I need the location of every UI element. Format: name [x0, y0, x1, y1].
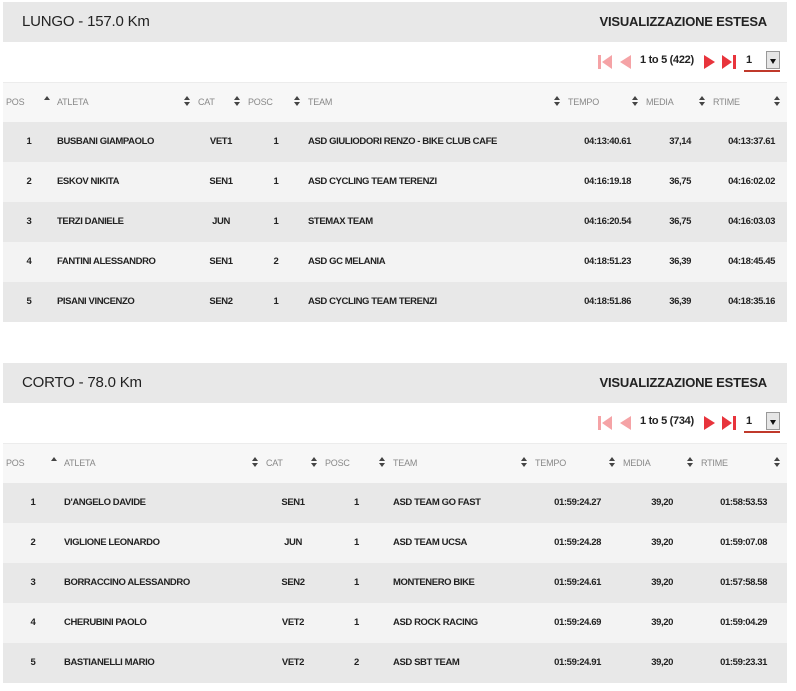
- prev-page-icon[interactable]: [617, 415, 633, 431]
- pager-info: 1 to 5 (422): [640, 54, 694, 66]
- table-row[interactable]: [3, 122, 787, 162]
- sort-icon[interactable]: [699, 95, 705, 107]
- cell-media: 36,75: [669, 176, 691, 187]
- table-row[interactable]: [3, 523, 787, 563]
- pager: [3, 42, 787, 82]
- sort-icon[interactable]: [632, 95, 638, 107]
- cell-media: 39,20: [651, 497, 673, 508]
- cell-media: 39,20: [651, 657, 673, 668]
- cell-tempo: 04:18:51.23: [584, 256, 631, 267]
- cell-cat: VET2: [281, 617, 305, 628]
- sort-icon[interactable]: [521, 456, 527, 468]
- table-row[interactable]: [3, 563, 787, 603]
- col-pos[interactable]: POS: [6, 458, 25, 468]
- cell-pos: 3: [26, 216, 32, 227]
- cell-team: STEMAX TEAM: [308, 216, 373, 227]
- results-panel-corto: [3, 363, 787, 683]
- cell-team: ASD TEAM GO FAST: [393, 497, 481, 508]
- cell-pos: 5: [26, 296, 32, 307]
- cell-tempo: 01:59:24.61: [554, 577, 601, 588]
- cell-media: 36,39: [669, 296, 691, 307]
- cell-posc: 2: [354, 657, 359, 668]
- page-select-value: 1: [746, 415, 753, 427]
- cell-cat: VET2: [281, 657, 305, 668]
- cell-atleta: TERZI DANIELE: [57, 216, 124, 227]
- col-cat[interactable]: CAT: [198, 97, 215, 107]
- cell-tempo: 04:16:19.18: [584, 176, 631, 187]
- cell-posc: 2: [273, 256, 279, 267]
- col-tempo[interactable]: TEMPO: [535, 458, 567, 468]
- cell-atleta: CHERUBINI PAOLO: [64, 617, 147, 628]
- results-panel-lungo: [3, 2, 787, 322]
- next-page-icon[interactable]: [702, 54, 718, 70]
- cell-tempo: 01:59:24.28: [554, 537, 601, 548]
- col-rtime[interactable]: RTIME: [701, 458, 728, 468]
- page-select[interactable]: [744, 412, 780, 433]
- sort-icon[interactable]: [774, 456, 780, 468]
- last-page-icon[interactable]: [721, 54, 737, 70]
- cell-cat: VET1: [209, 136, 233, 147]
- cell-team: ASD CYCLING TEAM TERENZI: [308, 176, 437, 187]
- cell-team: ASD GIULIODORI RENZO - BIKE CLUB CAFE: [308, 136, 497, 147]
- cell-cat: SEN2: [209, 296, 233, 307]
- table-row[interactable]: [3, 202, 787, 242]
- sort-icon[interactable]: [379, 456, 385, 468]
- sort-icon[interactable]: [252, 456, 258, 468]
- col-atleta[interactable]: ATLETA: [64, 458, 96, 468]
- cell-team: ASD SBT TEAM: [393, 657, 460, 668]
- cell-tempo: 04:16:20.54: [584, 216, 631, 227]
- sort-icon[interactable]: [554, 95, 560, 107]
- cell-team: ASD CYCLING TEAM TERENZI: [308, 296, 437, 307]
- cell-media: 39,20: [651, 577, 673, 588]
- cell-pos: 1: [26, 136, 32, 147]
- cell-posc: 1: [273, 136, 279, 147]
- col-cat[interactable]: CAT: [266, 458, 283, 468]
- page-select-value: 1: [746, 54, 753, 66]
- cell-cat: SEN2: [281, 577, 305, 588]
- table-row[interactable]: [3, 483, 787, 523]
- col-media[interactable]: MEDIA: [646, 97, 674, 107]
- cell-posc: 1: [273, 216, 279, 227]
- cell-posc: 1: [273, 176, 279, 187]
- col-atleta[interactable]: ATLETA: [57, 97, 89, 107]
- sort-icon[interactable]: [234, 95, 240, 107]
- cell-rtime: 01:59:23.31: [720, 657, 767, 668]
- table-row[interactable]: [3, 282, 787, 322]
- cell-media: 36,39: [669, 256, 691, 267]
- panel-header: [3, 2, 787, 42]
- cell-pos: 3: [30, 577, 36, 588]
- first-page-icon[interactable]: [597, 415, 613, 431]
- col-media[interactable]: MEDIA: [623, 458, 651, 468]
- cell-posc: 1: [354, 537, 359, 548]
- cell-rtime: 04:16:03.03: [728, 216, 775, 227]
- cell-tempo: 01:59:24.69: [554, 617, 601, 628]
- col-pos[interactable]: POS: [6, 97, 25, 107]
- cell-atleta: BUSBANI GIAMPAOLO: [57, 136, 154, 147]
- first-page-icon[interactable]: [597, 54, 613, 70]
- next-page-icon[interactable]: [702, 415, 718, 431]
- cell-pos: 2: [30, 537, 36, 548]
- cell-rtime: 01:59:07.08: [720, 537, 767, 548]
- cell-tempo: 04:18:51.86: [584, 296, 631, 307]
- sort-icon[interactable]: [774, 95, 780, 107]
- cell-cat: SEN1: [209, 176, 233, 187]
- table-header: [3, 82, 787, 122]
- cell-pos: 5: [30, 657, 36, 668]
- panel-title: CORTO - 78.0 Km: [22, 374, 142, 391]
- col-tempo[interactable]: TEMPO: [568, 97, 600, 107]
- cell-team: ASD TEAM UCSA: [393, 537, 467, 548]
- page-select[interactable]: [744, 51, 780, 72]
- table-row[interactable]: [3, 643, 787, 683]
- panel-title: LUNGO - 157.0 Km: [22, 13, 150, 30]
- chevron-down-icon[interactable]: [766, 412, 780, 430]
- cell-atleta: FANTINI ALESSANDRO: [57, 256, 156, 267]
- col-team[interactable]: TEAM: [308, 97, 333, 107]
- sort-icon[interactable]: [311, 456, 317, 468]
- table-body: [3, 483, 787, 683]
- cell-tempo: 01:59:24.27: [554, 497, 601, 508]
- sort-asc-icon[interactable]: [44, 95, 50, 107]
- col-posc[interactable]: POSC: [248, 97, 273, 107]
- cell-pos: 4: [30, 617, 36, 628]
- prev-page-icon[interactable]: [617, 54, 633, 70]
- col-posc[interactable]: POSC: [325, 458, 350, 468]
- cell-media: 37,14: [669, 136, 691, 147]
- cell-atleta: PISANI VINCENZO: [57, 296, 135, 307]
- cell-rtime: 01:57:58.58: [720, 577, 767, 588]
- last-page-icon[interactable]: [721, 415, 737, 431]
- cell-team: MONTENERO BIKE: [393, 577, 475, 588]
- cell-posc: 1: [354, 497, 359, 508]
- col-rtime[interactable]: RTIME: [713, 97, 740, 107]
- cell-pos: 1: [30, 497, 36, 508]
- table-row[interactable]: [3, 242, 787, 282]
- cell-rtime: 04:18:45.45: [728, 256, 775, 267]
- cell-rtime: 04:13:37.61: [728, 136, 775, 147]
- cell-cat: SEN1: [209, 256, 233, 267]
- extended-view-link[interactable]: VISUALIZZAZIONE ESTESA: [599, 14, 767, 29]
- cell-atleta: ESKOV NIKITA: [57, 176, 120, 187]
- cell-rtime: 04:18:35.16: [728, 296, 775, 307]
- chevron-down-icon[interactable]: [766, 51, 780, 69]
- cell-cat: JUN: [284, 537, 302, 548]
- cell-rtime: 01:59:04.29: [720, 617, 767, 628]
- cell-rtime: 01:58:53.53: [720, 497, 767, 508]
- cell-media: 39,20: [651, 537, 673, 548]
- sort-icon[interactable]: [294, 95, 300, 107]
- cell-pos: 2: [26, 176, 32, 187]
- cell-atleta: BORRACCINO ALESSANDRO: [64, 577, 190, 588]
- cell-atleta: VIGLIONE LEONARDO: [64, 537, 160, 548]
- table-body: [3, 122, 787, 322]
- cell-posc: 1: [354, 617, 359, 628]
- cell-team: ASD ROCK RACING: [393, 617, 478, 628]
- cell-cat: SEN1: [281, 497, 305, 508]
- cell-team: ASD GC MELANIA: [308, 256, 386, 267]
- cell-media: 36,75: [669, 216, 691, 227]
- col-team[interactable]: TEAM: [393, 458, 418, 468]
- cell-tempo: 01:59:24.91: [554, 657, 601, 668]
- table-header: [3, 443, 787, 483]
- cell-media: 39,20: [651, 617, 673, 628]
- cell-atleta: D'ANGELO DAVIDE: [64, 497, 146, 508]
- sort-icon[interactable]: [184, 95, 190, 107]
- sort-asc-icon[interactable]: [51, 456, 57, 468]
- sort-icon[interactable]: [609, 456, 615, 468]
- cell-atleta: BASTIANELLI MARIO: [64, 657, 155, 668]
- cell-posc: 1: [273, 296, 279, 307]
- table-row[interactable]: [3, 603, 787, 643]
- extended-view-link[interactable]: VISUALIZZAZIONE ESTESA: [599, 375, 767, 390]
- cell-pos: 4: [26, 256, 32, 267]
- pager: [3, 403, 787, 443]
- panel-header: [3, 363, 787, 403]
- cell-posc: 1: [354, 577, 359, 588]
- cell-cat: JUN: [212, 216, 230, 227]
- cell-tempo: 04:13:40.61: [584, 136, 631, 147]
- table-row[interactable]: [3, 162, 787, 202]
- cell-rtime: 04:16:02.02: [728, 176, 775, 187]
- sort-icon[interactable]: [687, 456, 693, 468]
- pager-info: 1 to 5 (734): [640, 415, 694, 427]
